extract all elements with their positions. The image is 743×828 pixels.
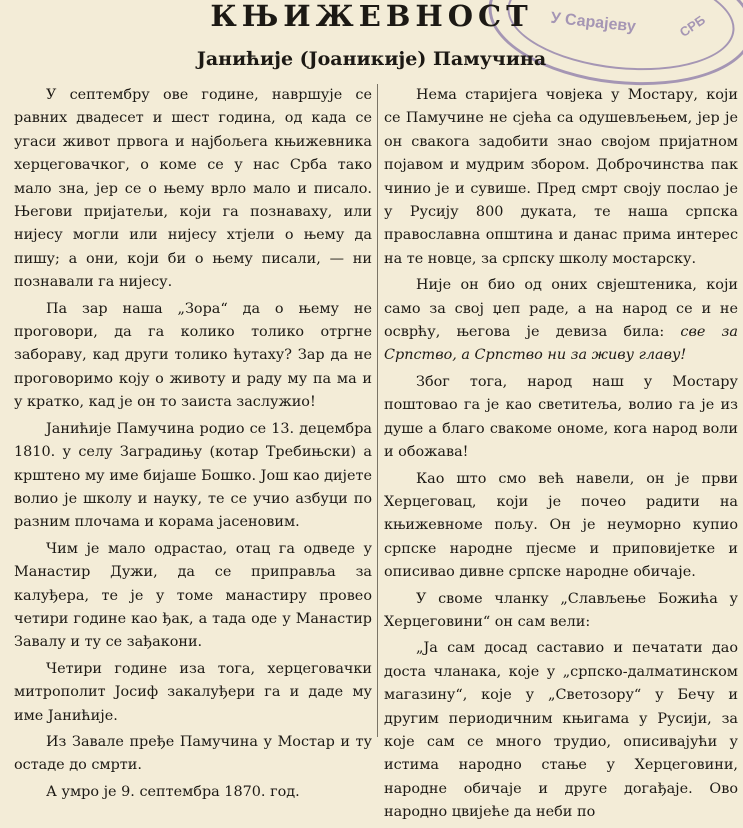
right-paragraph-1: Нема старијега човјека у Мостару, који се Памучине не сјећа са одушевљењем, јер је он свакога задобити знао својом пријатном појавом и мудрим збором. Доброчинства пак чинио је и сувише. Пред смрт своју послао је у Русију 800 дуката, те наша српска православна општина и данас прима интерес на те новце, за српску школу мостарску. xyxy=(384,87,738,267)
left-paragraph-6: Из Завале пређе Памучина у Мостар и ту остаде до смрти. xyxy=(14,733,372,774)
left-paragraph-4: Чим је мало одрастао, отац га одведе у Манастир Дужи, да се приправља за калуђера, те је у томе манастиру провео четири године као ђак, а тада оде у Манастир Завалу и ту се зађакони. xyxy=(14,540,372,651)
column-separator xyxy=(377,84,378,737)
right-paragraph-5: У своме чланку „Слављење Божића у Херцеговини“ он сам вели: xyxy=(384,590,738,630)
left-paragraph-1: У септембру ове године, навршује се равних двадесет и шест година, од када се угаси живот првога и најбољега књижевника херцеговачког, о коме се у нас Срба тако мало зна, јер се о њему врло мало и писало. Његови пријатељи, који га познаваху, или нијесу могли или нијесу хтјели о њему да пишу; а они, који би о њему писали, — ни познавали га нијесу. xyxy=(14,87,372,291)
left-paragraph-2: Па зар наша „Зора“ да о њему не проговори, да га колико толико отргне забораву, кад други толико ћутаху? Зар да не проговоримо коју о животу и раду му па ма и у кратко, кад је он то заиста заслужио! xyxy=(14,300,372,411)
left-paragraph-5: Четири године иза тога, херцеговачки митрополит Јосиф закалуђери га и даде му име Јанићије. xyxy=(14,660,372,724)
stamp-fragment: СРБ xyxy=(676,12,708,40)
right-column xyxy=(384,84,738,828)
left-paragraph-7: А умро је 9. септембра 1870. год. xyxy=(46,783,300,800)
right-paragraph-2-text: Није он био од оних свјештеника, који само за свој џеп раде, а на народ се и не осврћу, његова је девиза била: xyxy=(384,277,738,341)
right-paragraph-6: „Ја сам досад саставио и печатати дао доста чланака, које у „српско-далматинском магазину“, које у „Светозору“ у Бечу и другим периодичним књигама у Русији, за које сам се много трудио, описивајући у истима народно стање у Херцеговини, народне обичаје и друге догађаје. Ово народно цвијеће да неби по xyxy=(384,640,738,821)
right-paragraph-2 xyxy=(384,274,738,368)
article-title: Јанићије (Јоаникије) Памучина xyxy=(196,48,547,70)
motto: све за Српство, а Српство ни за живу главу! xyxy=(384,324,738,364)
right-paragraph-3: Због тога, народ наш у Мостару поштовао га је као светитеља, волио га је из душе а благо свакоме ономе, кога народ воли и обожава! xyxy=(384,373,738,461)
right-paragraph-4: Као што смо већ навели, он је први Херцеговац, који је почео радити на књижевноме пољу. Он је неуморно купио српске народне пјесме и приповијетке и описивао дивне српске народне обичаје. xyxy=(384,470,738,581)
left-column xyxy=(14,84,372,807)
left-paragraph-3: Јанићије Памучина родио се 13. децембра 1810. у селу Заградињу (котар Требињски) а крштено му име бијаше Бошко. Још као дијете волио је школу и науку, те се учио азбуци по разним плочама и корама јасеновим. xyxy=(14,420,372,531)
section-title: КЊИЖЕВНОСТ xyxy=(210,0,533,33)
stamp-text: У Сарајеву xyxy=(549,9,637,36)
